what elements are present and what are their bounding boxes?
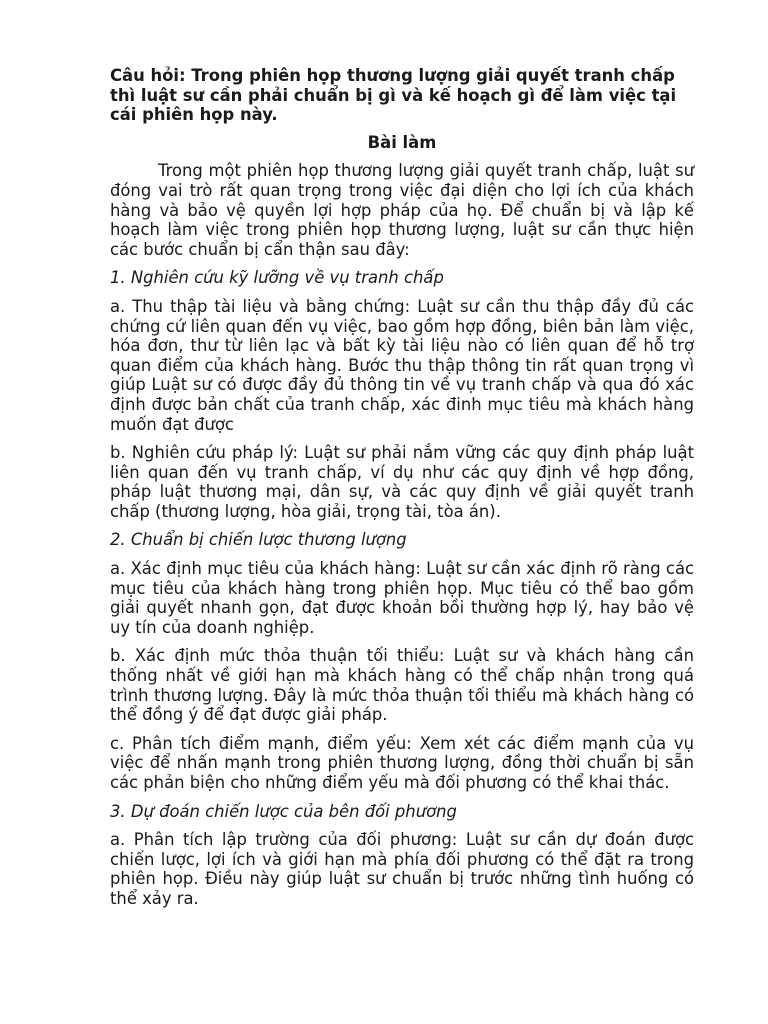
question-title: Câu hỏi: Trong phiên họp thương lượng giải quyết tranh chấp thì luật sư cần phải chuẩn bị gì và kế hoạch gì để làm việc tại cái phiên họp này. xyxy=(110,66,677,125)
intro-paragraph: Trong một phiên họp thương lượng giải quyết tranh chấp, luật sư đóng vai trò rất quan trọng trong việc đại diện cho lợi ích của khách hàng và bảo vệ quyền lợi hợp pháp của họ. Để chuẩn bị và lập kế hoạch làm việc trong phiên họp thương lượng, luật sư cần thực hiện các bước chuẩn bị cẩn thận sau đây: xyxy=(110,161,694,259)
essay-heading: Bài làm xyxy=(367,132,437,152)
section-3-item-a: a. Phân tích lập trường của đối phương: Luật sư cần dự đoán được chiến lược, lợi ích và giới hạn mà phía đối phương có thể đặt ra trong phiên họp. Điều này giúp luật sư chuẩn bị trước những tình huống có thể xảy ra. xyxy=(110,830,694,908)
section-1-item-b: b. Nghiên cứu pháp lý: Luật sư phải nắm vững các quy định pháp luật liên quan đến vụ tranh chấp, ví dụ như các quy định về hợp đồng, pháp luật thương mại, dân sự, và các quy định về giải quyết tranh chấp (thương lượng, hòa giải, trọng tài, tòa án). xyxy=(110,443,694,521)
section-3-title: 3. Dự đoán chiến lược của bên đối phương xyxy=(110,801,457,821)
section-2-title: 2. Chuẩn bị chiến lược thương lượng xyxy=(110,530,407,550)
section-2-item-c: c. Phân tích điểm mạnh, điểm yếu: Xem xét các điểm mạnh của vụ việc để nhấn mạnh trong phiên thương lượng, đồng thời chuẩn bị sẵn các phản biện cho những điểm yếu mà đối phương có thể khai thác. xyxy=(110,733,694,792)
section-2-item-b: b. Xác định mức thỏa thuận tối thiểu: Luật sư và khách hàng cần thống nhất về giới hạn mà khách hàng có thể chấp nhận trong quá trình thương lượng. Đây là mức thỏa thuận tối thiểu mà khách hàng có thể đồng ý để đạt được giải pháp. xyxy=(110,646,694,725)
document-page xyxy=(110,66,694,918)
section-2-item-a: a. Xác định mục tiêu của khách hàng: Luật sư cần xác định rõ ràng các mục tiêu của khách hàng trong phiên họp. Mục tiêu có thể bao gồm giải quyết nhanh gọn, đạt được khoản bồi thường hợp lý, hay bảo vệ uy tín của doanh nghiệp. xyxy=(110,559,694,637)
section-1-title: 1. Nghiên cứu kỹ lưỡng về vụ tranh chấp xyxy=(110,268,444,288)
section-1-item-a: a. Thu thập tài liệu và bằng chứng: Luật sư cần thu thập đầy đủ các chứng cứ liên quan đến vụ việc, bao gồm hợp đồng, biên bản làm việc, hóa đơn, thư từ liên lạc và bất kỳ tài liệu nào có liên quan để hỗ trợ quan điểm của khách hàng. Bước thu thập thông tin rất quan trọng vì giúp Luật sư có được đầy đủ thông tin về vụ tranh chấp và qua đó xác định được bản chất của tranh chấp, xác đinh mục tiêu mà khách hàng muốn đạt được xyxy=(110,296,694,434)
